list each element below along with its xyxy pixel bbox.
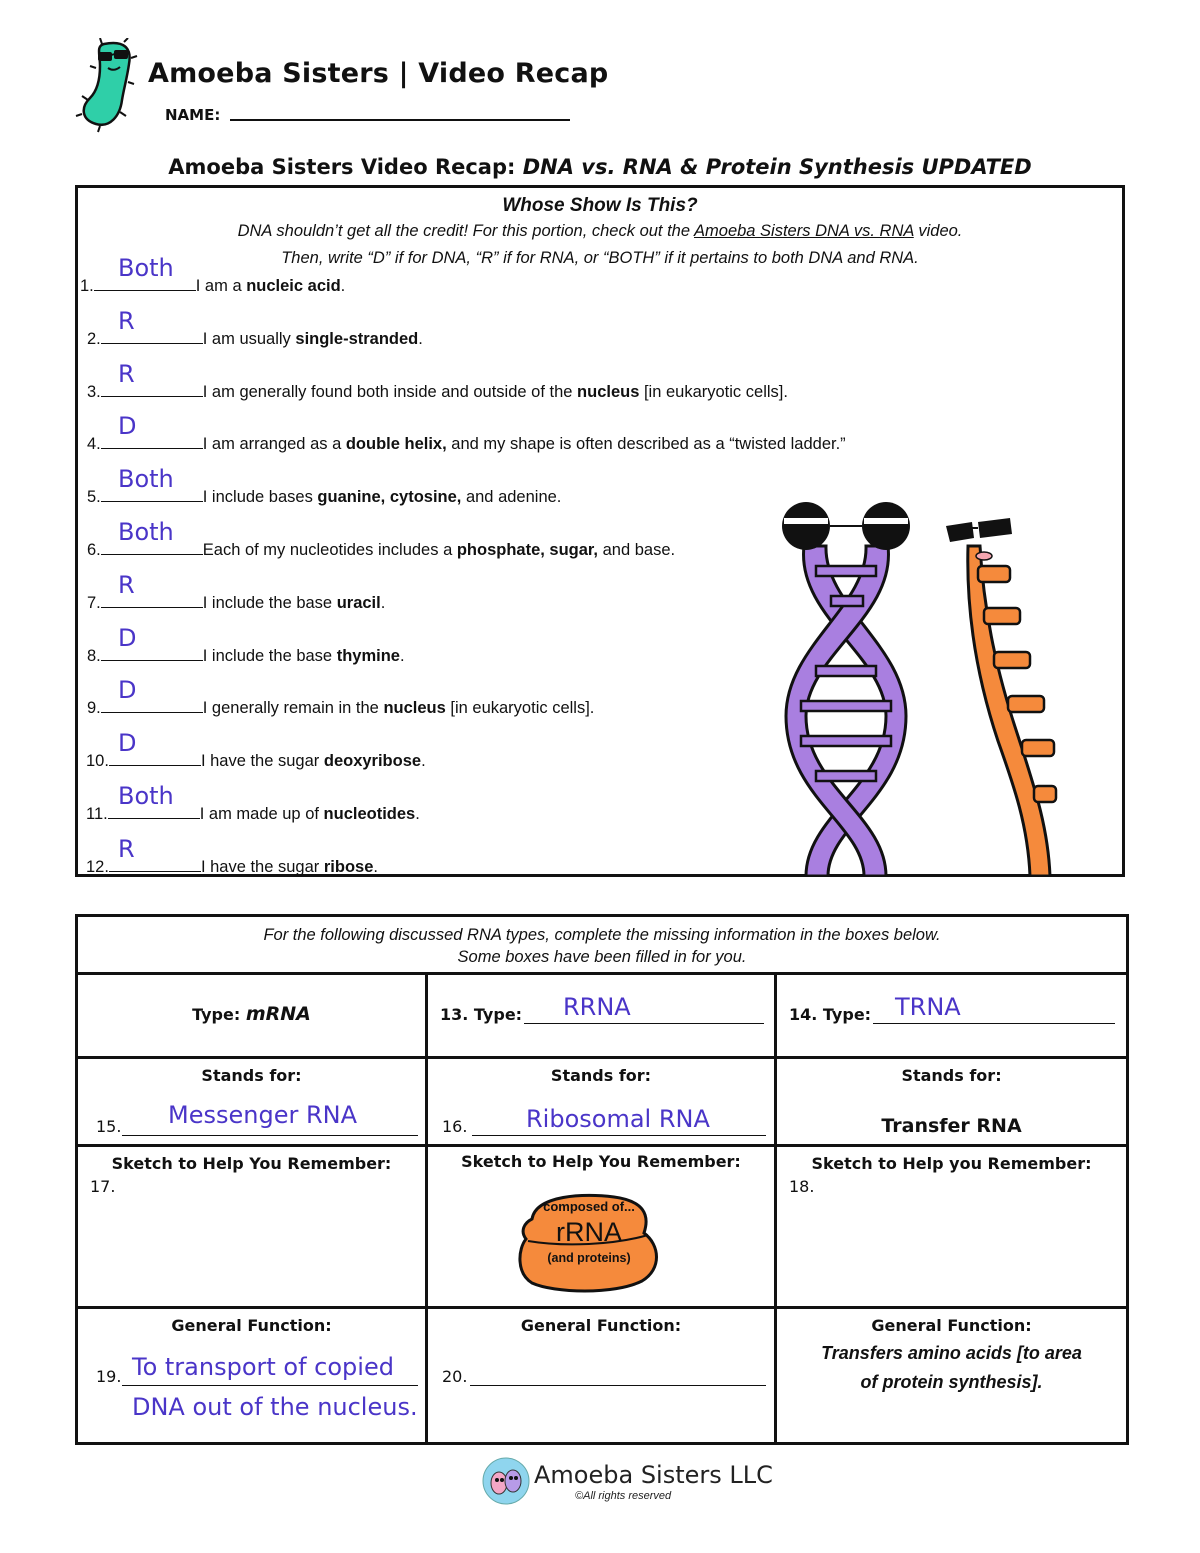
amoeba-mascot-logo xyxy=(74,38,150,134)
question-number: 4. xyxy=(87,435,101,453)
ribosome-label-bot: (and proteins) xyxy=(547,1251,631,1265)
type-cell-q13[interactable]: 13. Type: RRNA xyxy=(427,974,776,1058)
rna-character-illustration xyxy=(938,516,1058,876)
handwritten-answer-8: D xyxy=(118,624,137,652)
answer-blank[interactable] xyxy=(101,382,203,397)
stands-cell-q16[interactable]: Stands for: 16. Ribosomal RNA xyxy=(427,1058,776,1146)
question-number: 1. xyxy=(80,277,94,295)
rna-types-table xyxy=(75,914,1129,1445)
sketch-cell-17[interactable]: Sketch to Help You Remember: 17. xyxy=(77,1146,427,1308)
ribosome-label-mid: rRNA xyxy=(556,1217,622,1247)
section-heading: Whose Show Is This? xyxy=(502,195,698,216)
brand-title: Amoeba Sisters | Video Recap xyxy=(148,58,609,89)
answer-16: Ribosomal RNA xyxy=(526,1105,710,1133)
question-number: 2. xyxy=(87,330,101,348)
footer-company: Amoeba Sisters LLC xyxy=(534,1461,773,1489)
question-2: 2. I am usually single-stranded. xyxy=(87,330,423,348)
question-number: 12. xyxy=(86,858,109,876)
answer-blank[interactable] xyxy=(101,593,203,608)
handwritten-answer-9: D xyxy=(118,676,137,704)
function-cell-q20[interactable]: General Function: 20. xyxy=(427,1308,776,1444)
page-title xyxy=(0,155,1200,179)
handwritten-answer-7: R xyxy=(118,571,135,599)
type-cell-q14[interactable]: 14. Type: TRNA xyxy=(776,974,1128,1058)
question-number: 5. xyxy=(87,488,101,506)
amoeba-sisters-logo-icon xyxy=(481,1456,531,1506)
question-8: 8. I include the base thymine. xyxy=(87,647,405,665)
handwritten-answer-11: Both xyxy=(118,782,174,810)
video-link[interactable]: Amoeba Sisters DNA vs. RNA xyxy=(694,222,914,240)
handwritten-answer-12: R xyxy=(118,835,135,863)
sketch-cell-rrna: Sketch to Help You Remember: composed of... rRNA (and proteins) xyxy=(427,1146,776,1308)
answer-blank[interactable] xyxy=(101,329,203,344)
question-5: 5. I include bases guanine, cytosine, and adenine. xyxy=(87,488,562,506)
question-number: 6. xyxy=(87,541,101,559)
handwritten-answer-3: R xyxy=(118,360,135,388)
question-number: 3. xyxy=(87,383,101,401)
answer-blank[interactable] xyxy=(101,698,203,713)
question-4: 4. I am arranged as a double helix, and my shape is often described as a “twisted ladder.” xyxy=(87,435,846,453)
title-prefix: Amoeba Sisters Video Recap: xyxy=(168,155,523,179)
ribosome-label-top: composed of... xyxy=(543,1199,635,1214)
stands-cell-mrna[interactable]: Stands for: 15. Messenger RNA xyxy=(77,1058,427,1146)
table-instructions: For the following discussed RNA types, complete the missing information in the boxes below. Some boxes have been filled in for you. xyxy=(77,916,1128,974)
answer-19-line1: To transport of copied xyxy=(132,1353,394,1381)
type-cell-mrna: Type: mRNA xyxy=(77,974,427,1058)
handwritten-answer-5: Both xyxy=(118,465,174,493)
question-number: 7. xyxy=(87,594,101,612)
answer-14: TRNA xyxy=(895,993,961,1021)
name-label: NAME: xyxy=(165,106,221,124)
answer-blank[interactable] xyxy=(101,646,203,661)
handwritten-answer-10: D xyxy=(118,729,137,757)
question-10: 10. I have the sugar deoxyribose. xyxy=(86,752,426,770)
sketch-cell-18[interactable]: Sketch to Help you Remember: 18. xyxy=(776,1146,1128,1308)
question-number: 9. xyxy=(87,699,101,717)
handwritten-answer-2: R xyxy=(118,307,135,335)
handwritten-answer-4: D xyxy=(118,412,137,440)
title-italic: DNA vs. RNA & Protein Synthesis UPDATED xyxy=(522,155,1032,179)
instructions-line-2: Then, write “D” if for DNA, “R” if for RNA, or “BOTH” if it pertains to both DNA and RNA. xyxy=(281,249,919,267)
question-number: 10. xyxy=(86,752,109,770)
name-field[interactable] xyxy=(230,119,570,121)
stands-cell-trna: Stands for: Transfer RNA xyxy=(776,1058,1128,1146)
dna-character-illustration xyxy=(776,496,916,876)
question-number: 11. xyxy=(86,805,108,823)
answer-15: Messenger RNA xyxy=(168,1101,357,1129)
question-1: 1. I am a nucleic acid. xyxy=(80,277,346,295)
footer-rights: ©All rights reserved xyxy=(575,1490,672,1502)
question-11: 11. I am made up of nucleotides. xyxy=(86,805,420,823)
function-cell-mrna[interactable]: General Function: 19. To transport of copied DNA out of the nucleus. xyxy=(77,1308,427,1444)
answer-blank[interactable] xyxy=(101,434,203,449)
handwritten-answer-6: Both xyxy=(118,518,174,546)
handwritten-answer-1: Both xyxy=(118,254,174,282)
question-6: 6. Each of my nucleotides includes a phosphate, sugar, and base. xyxy=(87,541,676,559)
question-number: 8. xyxy=(87,647,101,665)
answer-19-line2: DNA out of the nucleus. xyxy=(132,1393,418,1421)
function-cell-trna: General Function: Transfers amino acids [to area of protein synthesis]. xyxy=(776,1308,1128,1444)
question-9: 9. I generally remain in the nucleus [in eukaryotic cells]. xyxy=(87,699,595,717)
question-7: 7. I include the base uracil. xyxy=(87,594,386,612)
answer-13: RRNA xyxy=(563,993,631,1021)
question-3: 3. I am generally found both inside and outside of the nucleus [in eukaryotic cells]. xyxy=(87,383,788,401)
question-12: 12. I have the sugar ribose. xyxy=(86,858,378,876)
instructions-line-1: DNA shouldn’t get all the credit! For this portion, check out the Amoeba Sisters DNA vs. RNA video. xyxy=(237,222,963,240)
